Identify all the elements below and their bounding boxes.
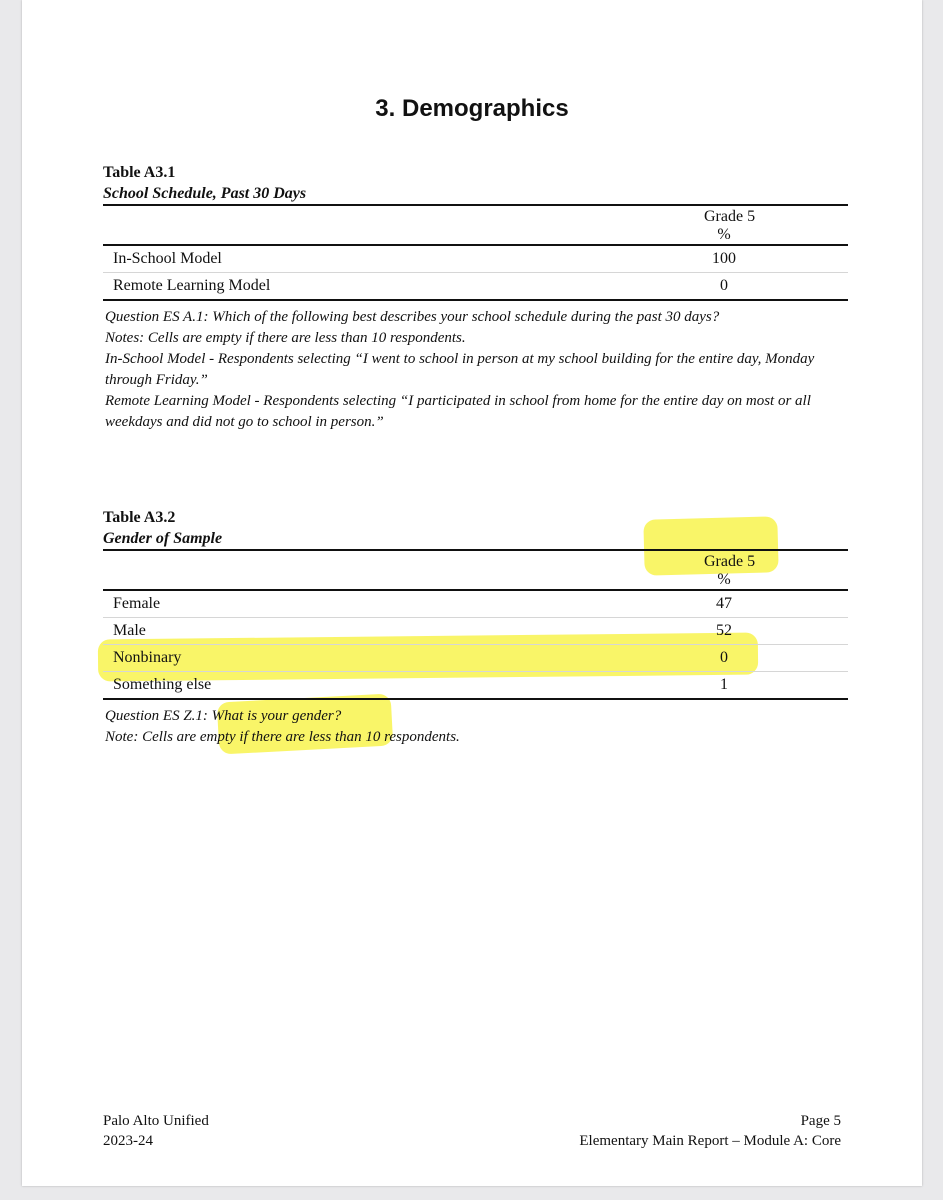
footer-right bbox=[579, 1111, 841, 1151]
table-notes bbox=[103, 706, 848, 748]
table-notes bbox=[103, 307, 848, 433]
row-value: 47 bbox=[716, 595, 732, 612]
row-value: 0 bbox=[720, 649, 728, 666]
row-label: Nonbinary bbox=[113, 649, 182, 666]
table-header bbox=[103, 204, 848, 246]
column-header bbox=[704, 208, 756, 244]
column-header-grade: Grade 5 bbox=[704, 208, 756, 225]
table-a3-1 bbox=[103, 162, 848, 433]
row-label: Male bbox=[113, 622, 146, 639]
section-title: 3. Demographics bbox=[375, 95, 569, 122]
row-label: Female bbox=[113, 595, 161, 612]
row-value: 1 bbox=[720, 676, 728, 693]
note-in-school: In-School Model - Respondents selecting “I went to school in person at my school building for the entire day, Monday through Friday.” bbox=[105, 351, 815, 388]
table-label: Table A3.1 bbox=[103, 164, 176, 181]
table-a3-2 bbox=[103, 507, 848, 748]
table-row bbox=[103, 591, 848, 618]
row-label: Remote Learning Model bbox=[113, 277, 271, 294]
column-header-unit: % bbox=[717, 226, 731, 243]
footer-report-name: Elementary Main Report – Module A: Core bbox=[579, 1133, 841, 1149]
footer-left bbox=[103, 1111, 209, 1151]
column-header-unit: % bbox=[717, 571, 731, 588]
row-value: 100 bbox=[712, 250, 736, 267]
column-header bbox=[704, 553, 756, 589]
table-row bbox=[103, 618, 848, 645]
table-row bbox=[103, 273, 848, 301]
table-row bbox=[103, 672, 848, 700]
row-label: Something else bbox=[113, 676, 212, 693]
table-header bbox=[103, 549, 848, 591]
table-caption: School Schedule, Past 30 Days bbox=[103, 185, 307, 202]
row-label: In-School Model bbox=[113, 250, 222, 267]
note-empty-cells: Notes: Cells are empty if there are less than 10 respondents. bbox=[105, 330, 466, 346]
footer-org: Palo Alto Unified bbox=[103, 1113, 209, 1129]
note-empty-cells: Note: Cells are empty if there are less than 10 respondents. bbox=[105, 729, 460, 745]
note-question: Question ES Z.1: What is your gender? bbox=[105, 708, 342, 724]
column-header-grade: Grade 5 bbox=[704, 553, 756, 570]
table-caption: Gender of Sample bbox=[103, 530, 223, 547]
row-value: 52 bbox=[716, 622, 732, 639]
footer-year: 2023-24 bbox=[103, 1133, 153, 1149]
note-question: Question ES A.1: Which of the following best describes your school schedule during the past 30 days? bbox=[105, 309, 720, 325]
table-row bbox=[103, 645, 848, 672]
report-page bbox=[22, 0, 922, 1186]
row-value: 0 bbox=[720, 277, 728, 294]
table-row bbox=[103, 246, 848, 273]
footer-page-number: Page 5 bbox=[800, 1113, 841, 1129]
note-remote: Remote Learning Model - Respondents selecting “I participated in school from home for the entire day on most or all weekdays and did not go to school in person.” bbox=[105, 393, 811, 430]
table-label: Table A3.2 bbox=[103, 509, 176, 526]
